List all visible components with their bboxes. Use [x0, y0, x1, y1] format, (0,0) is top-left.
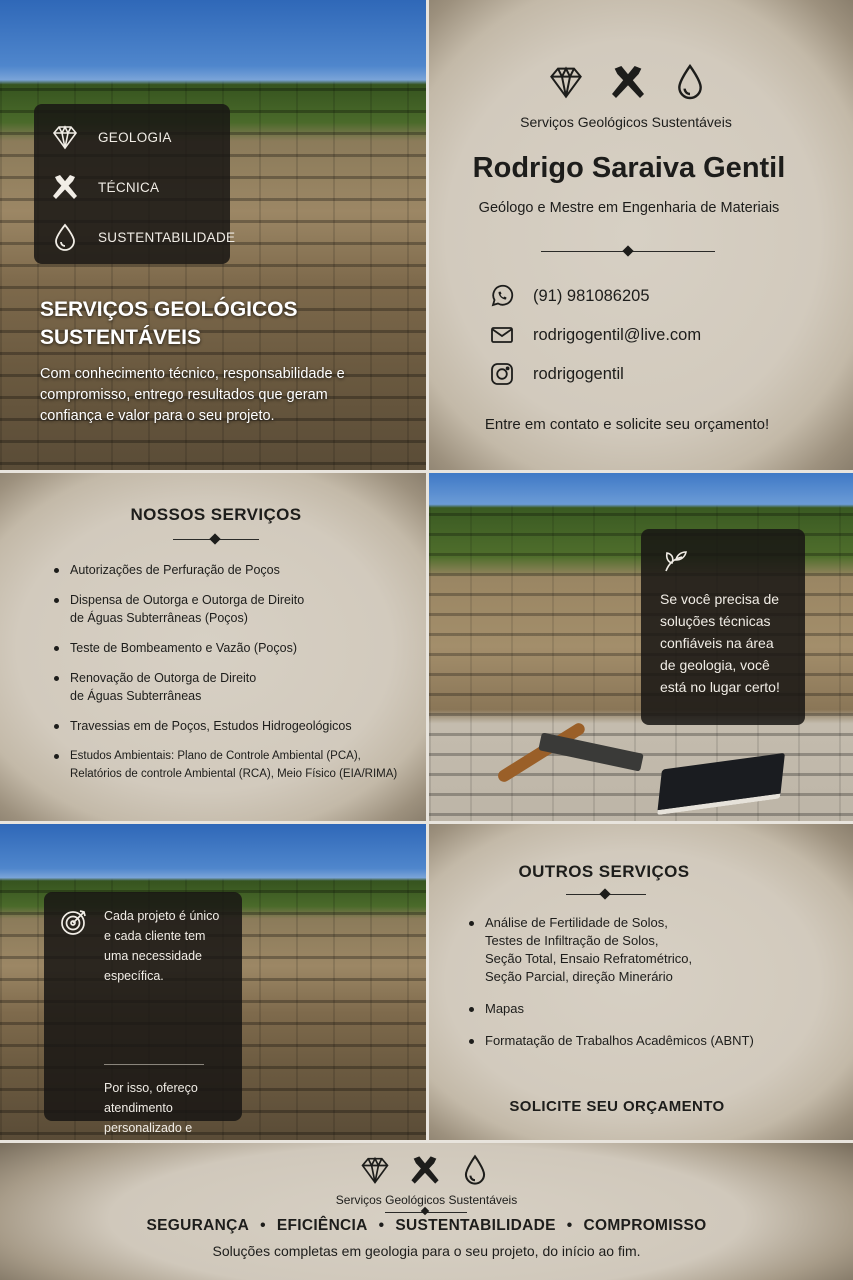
- book-illustration: [657, 753, 785, 815]
- contact-cta: Entre em contato e solicite seu orçamento!: [484, 416, 770, 433]
- item-text: Formatação de Trabalhos Acadêmicos (ABNT): [485, 1033, 754, 1048]
- pillar-label: SUSTENTABILIDADE: [98, 229, 236, 245]
- owner-name: Rodrigo Saraiva Gentil: [472, 152, 786, 184]
- separator-dot: •: [378, 1217, 385, 1234]
- tools-photo-panel: [429, 473, 853, 821]
- mail-icon: [489, 322, 515, 348]
- list-item: [54, 717, 426, 735]
- footer-panel: [0, 1143, 853, 1280]
- personalized-panel: [0, 824, 426, 1140]
- instagram-handle: rodrigogentil: [533, 364, 624, 383]
- footer-tagline: Serviços Geológicos Sustentáveis: [335, 1193, 518, 1207]
- pillar-item-tecnica: [50, 162, 230, 212]
- list-item: [469, 1032, 799, 1050]
- hammer-head: [538, 732, 643, 771]
- personalized-text-1: Cada projeto é único e cada cliente tem uma necessidade específica.: [104, 909, 220, 983]
- water-drop-icon: [458, 1153, 492, 1187]
- instagram-icon: [489, 361, 515, 387]
- separator-dot: •: [566, 1217, 573, 1234]
- water-drop-icon: [670, 62, 710, 102]
- footer-values: [0, 1217, 853, 1235]
- other-services-list: [469, 914, 799, 1050]
- list-item: [54, 747, 426, 783]
- list-item: [54, 669, 426, 705]
- water-drop-icon: [50, 222, 80, 252]
- item-text: Renovação de Outorga de Direito: [70, 671, 257, 685]
- diamond-icon: [358, 1153, 392, 1187]
- pillar-label: GEOLOGIA: [98, 129, 172, 145]
- item-text: Teste de Bombeamento e Vazão (Poços): [70, 641, 297, 655]
- divider-diamond: [622, 245, 633, 256]
- divider-line: [104, 1064, 204, 1065]
- diamond-icon: [546, 62, 586, 102]
- pillar-label: TÉCNICA: [98, 179, 160, 195]
- logo-icons: [546, 62, 710, 102]
- services-panel: [0, 473, 426, 821]
- hammer-pickaxe-icon: [608, 62, 648, 102]
- personalized-head: [58, 906, 228, 986]
- pillars-box: [34, 104, 236, 264]
- value-seguranca: SEGURANÇA: [146, 1217, 250, 1234]
- list-item: [54, 639, 426, 657]
- footer-logo-icons: [358, 1153, 492, 1187]
- hero-panel-quarry: [0, 0, 426, 470]
- pillar-item-sustentabilidade: [50, 212, 236, 262]
- item-text: Dispensa de Outorga e Outorga de Direito: [70, 593, 305, 607]
- quote-cta[interactable]: SOLICITE SEU ORÇAMENTO: [509, 1098, 725, 1115]
- list-item: [54, 561, 426, 579]
- footer-text: Soluções completas em geologia para o seu projeto, do início ao fim.: [212, 1243, 641, 1259]
- whatsapp-icon: [489, 283, 515, 309]
- item-text: Travessias em de Poços, Estudos Hidrogeológicos: [70, 719, 352, 733]
- value-sustentabilidade: SUSTENTABILIDADE: [395, 1217, 556, 1234]
- personalized-text-2: Por isso, ofereço atendimento personalizado e: [104, 1081, 198, 1135]
- hammer-pickaxe-icon: [50, 172, 80, 202]
- pillar-item-geologia: [50, 112, 230, 162]
- other-services-panel: [429, 824, 853, 1140]
- diamond-icon: [50, 122, 80, 152]
- divider-diamond: [421, 1207, 429, 1215]
- personalized-box: [44, 892, 242, 1135]
- phone-number: (91) 981086205: [533, 286, 650, 305]
- services-list: [54, 561, 426, 783]
- divider-diamond: [599, 888, 610, 899]
- separator-dot: •: [260, 1217, 266, 1234]
- list-item: [469, 914, 799, 986]
- contact-instagram[interactable]: [489, 359, 624, 389]
- hero-title: SERVIÇOS GEOLÓGICOS SUSTENTÁVEIS: [40, 298, 298, 349]
- item-text: Mapas: [485, 1001, 525, 1016]
- item-text: Análise de Fertilidade de Solos,: [485, 915, 668, 930]
- item-text: Relatórios de controle Ambiental (RCA), Meio Físico (EIA/RIMA): [70, 768, 398, 780]
- email-address: rodrigogentil@live.com: [533, 325, 702, 344]
- hammer-pickaxe-icon: [408, 1153, 442, 1187]
- contact-email[interactable]: [489, 320, 701, 350]
- invite-box: [641, 529, 805, 725]
- services-title: NOSSOS SERVIÇOS: [130, 505, 302, 524]
- item-text: Autorizações de Perfuração de Poços: [70, 563, 280, 577]
- owner-role: Geólogo e Mestre em Engenharia de Materiais: [478, 200, 780, 216]
- item-text: Testes de Infiltração de Solos,: [485, 933, 659, 948]
- list-item: [469, 1000, 799, 1018]
- business-card-panel: [429, 0, 853, 470]
- value-eficiencia: EFICIÊNCIA: [276, 1217, 368, 1234]
- item-text: de Águas Subterrâneas (Poços): [70, 611, 248, 625]
- item-text: Seção Parcial, direção Minerário: [485, 969, 673, 984]
- invite-text: Se você precisa de soluções técnicas confiáveis na área de geologia, você está no lugar certo!: [660, 591, 780, 695]
- divider-diamond: [209, 533, 220, 544]
- list-item: [54, 591, 426, 627]
- other-services-title: OUTROS SERVIÇOS: [518, 862, 690, 881]
- item-text: de Águas Subterrâneas: [70, 689, 202, 703]
- target-icon: [58, 906, 90, 938]
- contact-phone[interactable]: [489, 281, 650, 311]
- hero-text: Com conhecimento técnico, responsabilidade e compromisso, entrego resultados que geram confiança e valor para o seu projeto.: [40, 366, 345, 424]
- tagline: Serviços Geológicos Sustentáveis: [520, 114, 732, 130]
- leaf-sprout-icon: [660, 547, 688, 575]
- value-compromisso: COMPROMISSO: [583, 1217, 707, 1234]
- item-text: Seção Total, Ensaio Refratométrico,: [485, 951, 693, 966]
- item-text: Estudos Ambientais: Plano de Controle Ambiental (PCA),: [70, 750, 361, 762]
